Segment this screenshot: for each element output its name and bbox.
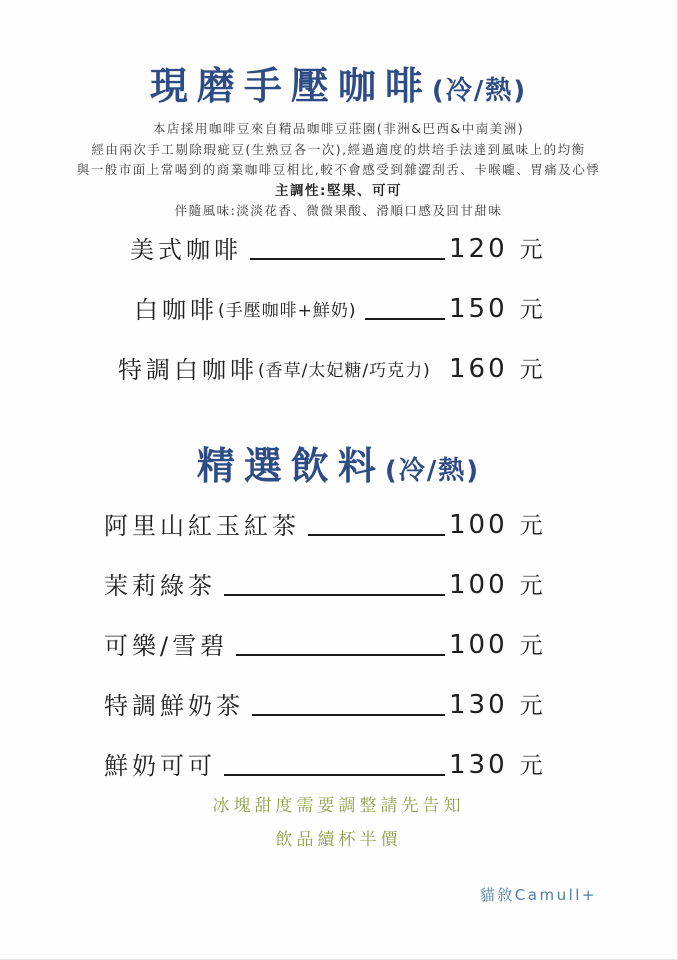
desc-line-process: 經由兩次手工剔除瑕疵豆(生熟豆各一次),經過適度的烘培手法達到風味上的均衡 bbox=[91, 141, 586, 157]
shop-signature: 貓敘Camull+ bbox=[479, 886, 597, 904]
price-leader-line bbox=[236, 654, 445, 656]
menu-item-cola-sprite bbox=[104, 624, 549, 658]
item-price bbox=[449, 236, 549, 262]
desc-line-flavor: 伴隨風味:淡淡花香、微微果酸、滑順口感及回甘甜味 bbox=[174, 203, 503, 218]
drinks-title-temp-options: (冷/熱) bbox=[384, 456, 481, 486]
price-number: 160 bbox=[449, 354, 508, 384]
price-number: 150 bbox=[449, 294, 508, 324]
item-name: 茉莉綠茶 bbox=[104, 572, 216, 600]
desc-line-main-notes: 主調性:堅果、可可 bbox=[275, 182, 402, 199]
price-number: 120 bbox=[449, 234, 508, 264]
menu-item-white-coffee bbox=[118, 288, 549, 322]
menu-item-americano bbox=[118, 228, 549, 262]
price-number: 130 bbox=[449, 690, 508, 720]
price-leader-line bbox=[365, 318, 445, 320]
price-unit: 元 bbox=[519, 513, 543, 539]
item-price bbox=[449, 752, 549, 778]
price-unit: 元 bbox=[519, 753, 543, 779]
menu-item-jasmine-green-tea bbox=[104, 564, 549, 598]
note-ice-sugar-adjust: 冰塊甜度需要調整請先告知 bbox=[212, 796, 465, 816]
item-name: 美式咖啡 bbox=[130, 236, 242, 264]
price-unit: 元 bbox=[519, 297, 543, 323]
note-refill-half-price: 飲品續杯半價 bbox=[275, 830, 402, 850]
price-leader-line bbox=[252, 714, 445, 716]
price-unit: 元 bbox=[519, 573, 543, 599]
item-note: (香草/太妃糖/巧克力) bbox=[258, 361, 431, 381]
item-note: (手壓咖啡+鮮奶) bbox=[218, 301, 357, 321]
item-name: 特調鮮奶茶 bbox=[104, 692, 244, 720]
price-unit: 元 bbox=[519, 237, 543, 263]
item-price bbox=[449, 512, 549, 538]
desc-line-origin: 本店採用咖啡豆來自精品咖啡豆莊園(非洲&巴西&中南美洲) bbox=[152, 121, 525, 136]
item-name: 可樂/雪碧 bbox=[104, 632, 229, 660]
price-unit: 元 bbox=[519, 693, 543, 719]
price-number: 100 bbox=[449, 570, 508, 600]
desc-line-comparison: 與一般市面上常喝到的商業咖啡豆相比,較不會感受到雜澀刮舌、卡喉嚨、胃痛及心悸 bbox=[76, 162, 601, 177]
drinks-section-title bbox=[0, 440, 677, 497]
item-price bbox=[449, 572, 549, 598]
coffee-section-title bbox=[0, 60, 677, 117]
menu-item-special-white-coffee bbox=[118, 348, 549, 382]
price-number: 100 bbox=[449, 510, 508, 540]
item-name: 鮮奶可可 bbox=[104, 752, 216, 780]
coffee-title-text: 現磨手壓咖啡 bbox=[149, 64, 432, 108]
coffee-title-temp-options: (冷/熱) bbox=[431, 76, 528, 106]
item-name: 特調白咖啡 bbox=[118, 356, 258, 384]
footer-notes bbox=[0, 795, 677, 851]
item-price bbox=[449, 296, 549, 322]
item-name: 白咖啡 bbox=[134, 296, 218, 324]
item-price bbox=[449, 356, 549, 382]
menu-item-special-milk-tea bbox=[104, 684, 549, 718]
drinks-title-text: 精選飲料 bbox=[196, 444, 385, 488]
item-price bbox=[449, 632, 549, 658]
price-leader-line bbox=[224, 594, 445, 596]
price-leader-line bbox=[224, 774, 445, 776]
coffee-description bbox=[0, 119, 677, 222]
drinks-menu-list bbox=[104, 504, 549, 804]
price-leader-line bbox=[308, 534, 445, 536]
menu-item-alishan-ruby-black-tea bbox=[104, 504, 549, 538]
item-name: 阿里山紅玉紅茶 bbox=[104, 512, 300, 540]
menu-item-fresh-milk-cocoa bbox=[104, 744, 549, 778]
price-number: 100 bbox=[449, 630, 508, 660]
price-number: 130 bbox=[449, 750, 508, 780]
price-unit: 元 bbox=[519, 357, 543, 383]
price-leader-line bbox=[250, 258, 445, 260]
coffee-menu-list bbox=[118, 228, 549, 408]
item-price bbox=[449, 692, 549, 718]
price-unit: 元 bbox=[519, 633, 543, 659]
